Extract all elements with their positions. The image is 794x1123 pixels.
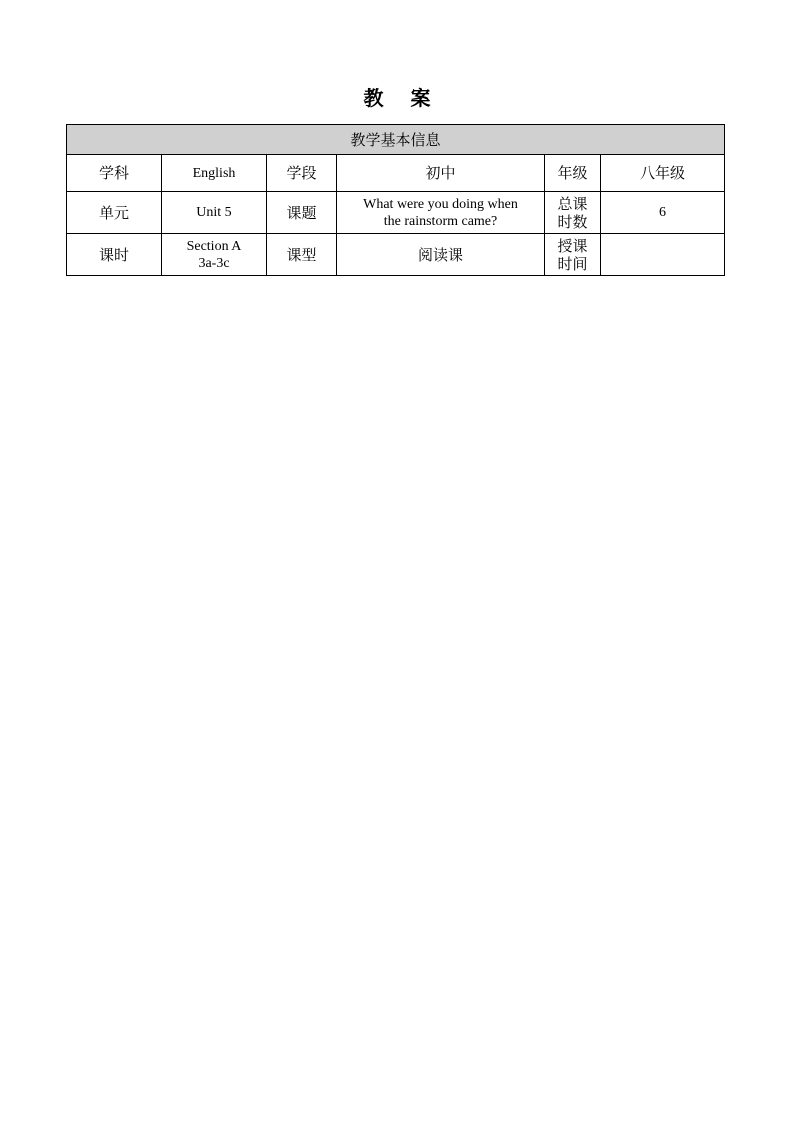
table-row <box>67 234 725 276</box>
table-header: 教学基本信息 <box>67 125 725 155</box>
subject-label: 学科 <box>67 155 162 192</box>
table-header-row <box>67 125 725 155</box>
grade-label: 年级 <box>545 155 601 192</box>
topic-value <box>337 192 545 234</box>
subject-value: English <box>162 155 267 192</box>
teaching-time-label <box>545 234 601 276</box>
unit-value: Unit 5 <box>162 192 267 234</box>
unit-label: 单元 <box>67 192 162 234</box>
period-label: 课时 <box>67 234 162 276</box>
period-value-line1: Section A <box>186 238 242 254</box>
period-value-line2: 3a-3c <box>198 255 230 271</box>
lesson-type-label: 课型 <box>267 234 337 276</box>
topic-value-line2: the rainstorm came? <box>383 213 498 229</box>
topic-label: 课题 <box>267 192 337 234</box>
total-hours-label-line2: 时数 <box>557 212 588 231</box>
lesson-type-value: 阅读课 <box>337 234 545 276</box>
table-row <box>67 155 725 192</box>
topic-value-line1: What were you doing when <box>363 196 518 212</box>
basic-info-table <box>66 124 725 276</box>
total-hours-value: 6 <box>601 192 725 234</box>
teaching-time-label-line2: 时间 <box>557 254 588 273</box>
teaching-time-label-line1: 授课 <box>557 236 588 255</box>
total-hours-label <box>545 192 601 234</box>
stage-label: 学段 <box>267 155 337 192</box>
grade-value: 八年级 <box>601 155 725 192</box>
teaching-time-value <box>601 234 725 276</box>
period-value <box>162 234 267 276</box>
stage-value: 初中 <box>337 155 545 192</box>
total-hours-label-line1: 总课 <box>557 194 588 213</box>
document-title: 教 案 <box>363 86 441 110</box>
table-row <box>67 192 725 234</box>
